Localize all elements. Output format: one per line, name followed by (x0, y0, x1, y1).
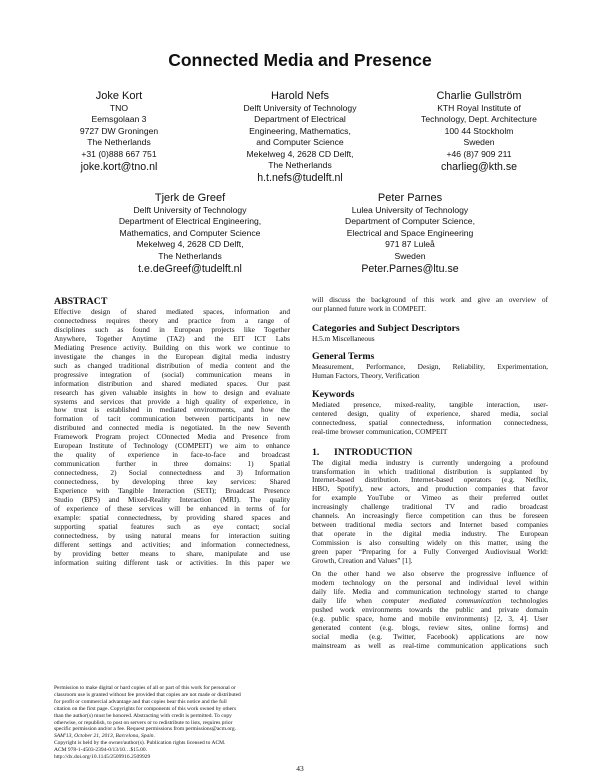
text-line: connectedness, by using natural means for interaction suiting (54, 530, 290, 540)
author-email: joke.kort@tno.nl (80, 161, 158, 174)
author-affiliation-line: Sweden (394, 250, 426, 261)
permission-line: than the author(s) must be honored. Abstracting with credit is permitted. To copy (54, 712, 232, 719)
author-affiliation-line: Technology, Dept. Architecture (421, 114, 537, 125)
text-line: real-time browser communication, COMPEIT (312, 426, 448, 436)
permission-line: classroom use is granted without fee provided that copies are not made or distributed (54, 691, 241, 698)
permission-line: Copyright is held by the owner/author(s). Publication rights licensed to ACM. (54, 740, 226, 747)
author-affiliation-line: The Netherlands (158, 250, 222, 261)
text-line: connectedness requires theory and practice from a range of (54, 315, 290, 325)
text-line: modern technology on the personal and individual level within (312, 577, 548, 587)
keywords-text (312, 401, 548, 437)
text-line: centered design, quality of experience, shared media, social (312, 408, 548, 418)
author-affiliation-line: Mekelweg 4, 2628 CD Delft, (246, 148, 354, 159)
text-line: Growth, Creation and Values” [1]. (312, 556, 413, 566)
author-block (320, 191, 500, 276)
text-line: transformation in which traditional distribution is supplanted by (312, 466, 548, 476)
author-affiliation-line: Lulea University of Technology (351, 205, 469, 215)
text-line: Internet-based distribution. Internet-based operators (e.g. Netflix, (312, 475, 548, 485)
author-email: charlieg@kth.se (440, 161, 518, 174)
permission-line: specific permission and/or a fee. Request permissions from permissions@acm.org. (54, 726, 236, 733)
author-block (220, 89, 380, 185)
permission-line: for profit or commercial advantage and that copies bear this notice and the full (54, 698, 227, 705)
author-email: Peter.Parnes@ltu.se (361, 263, 459, 276)
text-line: the quality of experience in face-to-face and broadcast (54, 450, 290, 460)
author-affiliation-line: Sweden (463, 137, 495, 148)
author-affiliation-line: TNO (109, 103, 129, 113)
text-line: green paper “Preparing for a Fully Converged Audiovisual World: (312, 547, 548, 557)
author-name: Joke Kort (95, 90, 143, 102)
permission-line: SAM'13, October 21, 2013, Barcelona, Spain. (54, 733, 155, 740)
author-affiliation-line: Delft University of Technology (133, 205, 247, 215)
author-affiliation-line: Electrical and Space Engineering (346, 227, 474, 238)
text-line: generated content (e.g. blogs, review sites, online forms) and (312, 622, 548, 632)
author-affiliation-line: 9727 DW Groningen (79, 125, 159, 136)
page-number: 43 (296, 764, 304, 773)
paper-title: Connected Media and Presence (168, 50, 432, 70)
text-line: such as changed traditional distribution of media content and the (54, 360, 290, 370)
text-line: example: spatial connectedness, by providing shared spaces and (54, 512, 290, 522)
intro-paragraph (312, 459, 548, 566)
text-line: supporting spatial features such as eye contact; social (54, 521, 290, 531)
author-affiliation-line: +31 (0)888 667 751 (81, 148, 157, 159)
general-terms-text (312, 363, 548, 381)
text-line: Studio (BPS) and Mixed-Reality Interaction (MRI). The quality (54, 495, 290, 505)
section-title: INTRODUCTION (334, 446, 413, 458)
author-block (398, 89, 560, 174)
permission-line: Permission to make digital or hard copies of all or part of this work for personal or (54, 685, 236, 691)
intro-paragraph (312, 570, 548, 651)
text-line: by providing better means to share, manipulate and use (54, 548, 290, 558)
text-line: Framework Program project COnnected Media and Presence from (54, 432, 290, 442)
text-line: daily life when computer mediated communication technologies (312, 595, 549, 605)
text-line: formation of tacit communication between participants in new (54, 414, 290, 424)
author-block (40, 89, 198, 174)
text-line: daily life. Media and communication technology started to change (312, 586, 548, 596)
author-affiliation-line: Eemsgolaan 3 (91, 114, 147, 125)
author-affiliation-line: 971 87 Luleå (385, 239, 435, 250)
author-block (100, 191, 280, 276)
text-line: The digital media industry is currently undergoing a profound (312, 457, 548, 467)
text-line: On the other hand we also observe the progressive influence of (312, 569, 548, 579)
introduction-heading (312, 447, 548, 459)
text-line: Commission is also consulting widely on this matter, using the (312, 538, 548, 548)
text-line: distributed and connected media is negotiated. In the new Seventh (54, 423, 290, 433)
text-line: HBO, Spotify), new actors, and production companies that favor (312, 484, 548, 494)
text-line: (e.g. public space, home and mobile environments) [2, 3, 4]. User (312, 613, 548, 623)
author-email: t.e.deGreef@tudelft.nl (138, 263, 242, 276)
text-line: between traditional media sectors and Internet based companies (312, 520, 548, 530)
permission-line: citation on the first page. Copyrights for components of this work owned by others (54, 705, 237, 712)
text-line: European Institute of Technology (COMPEIT) we aim to enhance (54, 441, 290, 451)
text-line: different settings and activities; and information connectedness, (54, 539, 290, 549)
text-line: Anywhere, Together Anytime (TA2) and the EIT ICT Labs (54, 333, 290, 343)
text-line: Mediated presence, mixed-reality, tangible interaction, user- (312, 399, 548, 409)
text-line: Mediating Presence activity. Building on this work we continue to (54, 342, 290, 352)
text-line: disciplines such as found in European projects like Together (54, 324, 290, 334)
text-line: information suiting different task or activities. In this paper we (54, 557, 290, 567)
abstract-body (54, 308, 290, 568)
author-affiliation-line: Mathematics, and Computer Science (119, 227, 261, 238)
author-affiliation-line: +46 (8)7 909 211 (446, 148, 512, 159)
text-line: mainstream as well as real-time communication applications such (312, 640, 548, 650)
text-line: that operate in the digital media industry. The European (312, 529, 548, 539)
author-affiliation-line: Delft University of Technology (243, 103, 357, 113)
categories-text: H.5.m Miscellaneous (312, 333, 375, 343)
text-line: communication further in three domains: 1) Spatial (54, 459, 290, 469)
text-line: increasingly challenge traditional TV and radio broadcast (312, 502, 548, 512)
author-affiliation-line: The Netherlands (87, 137, 151, 148)
text-line: how trust is established in mediated environments, and how the (54, 405, 290, 415)
section-number: 1. (312, 446, 320, 458)
left-column (54, 296, 290, 568)
author-affiliation-line: Engineering, Mathematics, (249, 125, 351, 136)
text-line: pushed work environments towards the public and private domain (312, 604, 548, 614)
text-line: progressive integration of (social) communication means in (54, 369, 290, 379)
text-line: Effective design of shared mediated spaces, information and (54, 307, 290, 316)
text-line: for example YouTube or Vimeo as their preferred outlet (312, 493, 548, 503)
author-email: h.t.nefs@tudelft.nl (257, 172, 343, 185)
text-line: Experience with Tangible Interaction (SETI); Broadcast Presence (54, 486, 290, 496)
keywords-heading: Keywords (312, 388, 355, 400)
permission-line: otherwise, or republish, to post on servers or to redistribute to lists, requires prior (54, 719, 233, 726)
emphasis: computer mediated communication (381, 595, 502, 605)
author-affiliation-line: Department of Computer Science, (345, 216, 475, 227)
author-name: Tjerk de Greef (154, 192, 226, 204)
text-line: channels. An increasingly fierce competition can thus be foreseen (312, 511, 548, 521)
permission-line: ACM 978-1-4503-2394-0/13/10…$15.00. (54, 747, 148, 754)
author-name: Peter Parnes (377, 192, 443, 204)
text-line: of experience of these services will be enhanced in terms of for (54, 503, 290, 513)
author-name: Charlie Gullström (436, 90, 522, 102)
abstract-heading: ABSTRACT (54, 296, 108, 307)
author-affiliation-line: Department of Electrical Engineering, (118, 216, 262, 227)
text-line: connectedness, 2) Social connectedness and 3) Information (54, 468, 290, 478)
author-affiliation-line: KTH Royal Institute of (437, 103, 521, 113)
text-line: will discuss the background of this work and give an overview of (312, 295, 548, 304)
text-line: information distribution and shared mediated spaces. Our past (54, 378, 290, 388)
permission-line: http://dx.doi.org/10.1145/2509916.2509929 (54, 754, 151, 761)
text-line: investigate the changes in the European digital media industry (54, 351, 290, 361)
permission-block (54, 685, 290, 761)
text-line: Measurement, Performance, Design, Reliability, Experimentation, (312, 361, 548, 371)
author-affiliation-line: The Netherlands (268, 160, 332, 171)
text-line: connectedness, by developing three key services: Shared (54, 477, 290, 487)
text-line: Human Factors, Theory, Verification (312, 370, 420, 380)
text-line: research has given valuable insights in how to design and evaluate (54, 387, 290, 397)
text-line: our planned future work in COMPEIT. (312, 303, 427, 313)
author-affiliation-line: 100 44 Stockholm (444, 125, 514, 136)
author-name: Harold Nefs (270, 90, 330, 102)
author-affiliation-line: Mekelweg 4, 2628 CD Delft, (136, 239, 244, 250)
right-column (312, 296, 548, 651)
general-terms-heading: General Terms (312, 350, 375, 362)
author-affiliation-line: Department of Electrical (254, 114, 346, 125)
text-line: connectedness, spatial connectedness, information connectedness, (312, 417, 548, 427)
text-line: social media (e.g. Twitter, Facebook) applications are now (312, 631, 548, 641)
author-affiliation-line: and Computer Science (256, 137, 344, 148)
text-line: systems and services that provide a high quality of experience, in (54, 396, 290, 406)
abstract-continuation (312, 296, 548, 314)
categories-heading: Categories and Subject Descriptors (312, 322, 460, 334)
